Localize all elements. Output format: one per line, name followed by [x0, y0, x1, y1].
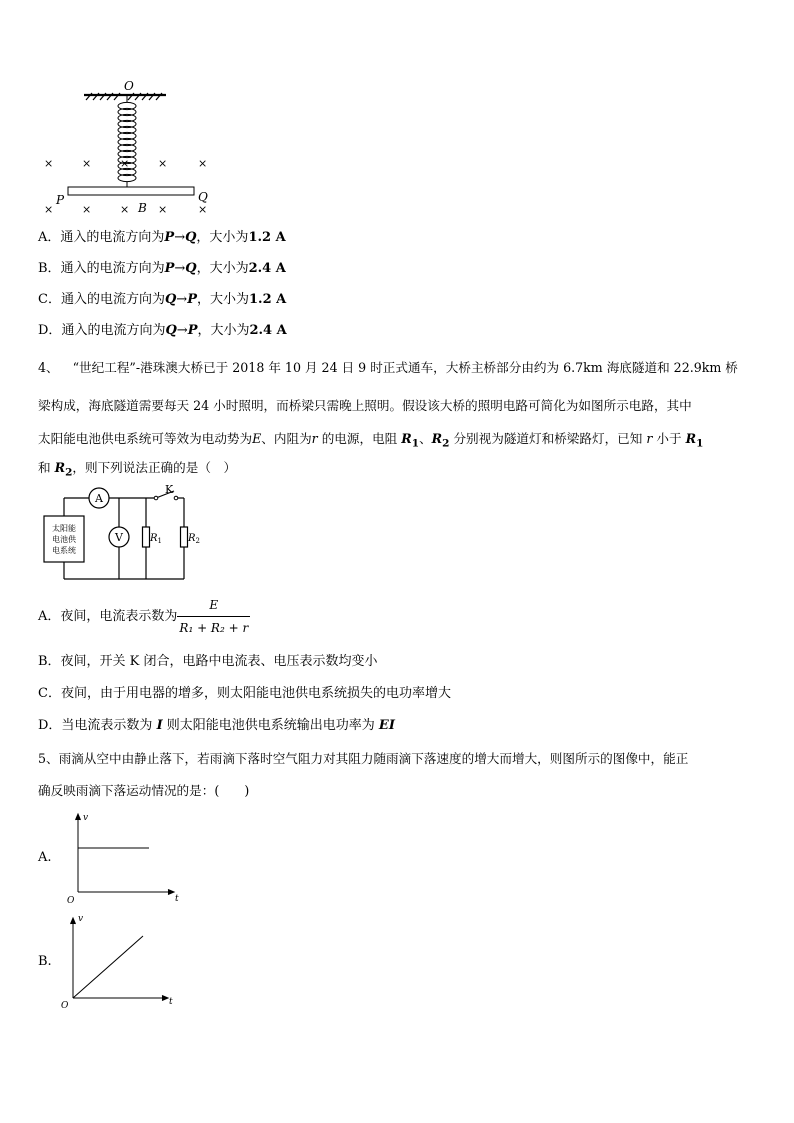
vt-graph-a: [62, 810, 187, 905]
point-p-label: P: [56, 193, 65, 207]
q3-option-a: A．通入的电流方向为P→Q，大小为1.2 A: [38, 230, 286, 245]
spring-rod-figure: [38, 78, 228, 218]
point-q-label: Q: [198, 190, 208, 204]
r1-label: $R_1$: [150, 533, 162, 545]
svg-text:×: ×: [158, 157, 168, 170]
q5-stem-line-1: 5、雨滴从空中由静止落下，若雨滴下落时空气阻力对其阻力随雨滴下落速度的增大而增大，则图所示的图像中，能正: [38, 751, 689, 766]
q4-option-b: B．夜间，开关 K 闭合，电路中电流表、电压表示数均变小: [38, 654, 378, 669]
svg-text:×: ×: [198, 157, 208, 170]
ammeter-label: A: [95, 492, 103, 505]
spring-coil: [118, 95, 136, 188]
q3-option-b: B．通入的电流方向为P→Q，大小为2.4 A: [38, 261, 286, 276]
q5-option-b-label: B.: [38, 954, 52, 969]
svg-text:×: ×: [82, 157, 92, 170]
q3-option-c: C．通入的电流方向为Q→P，大小为1.2 A: [38, 292, 287, 307]
q4-stem-line-4: 和 $R_2$，则下列说法正确的是（ ）: [38, 460, 237, 479]
svg-text:O: O: [61, 1001, 69, 1010]
point-o-label: O: [124, 79, 134, 93]
q4-option-c: C．夜间，由于用电器的增多，则太阳能电池供电系统损失的电功率增大: [38, 686, 451, 701]
svg-text:×: ×: [198, 203, 208, 216]
svg-text:×: ×: [158, 203, 168, 216]
q5-stem-line-2: 确反映雨滴下落运动情况的是：( ): [38, 783, 250, 798]
svg-text:×: ×: [82, 203, 92, 216]
q4-option-d: D．当电流表示数为 I 则太阳能电池供电系统输出电功率为 EI: [38, 718, 395, 733]
source-label-2: 电池供: [52, 535, 76, 544]
q3-option-d: D．通入的电流方向为Q→P，大小为2.4 A: [38, 323, 287, 338]
q4-stem-line-3: 太阳能电池供电系统可等效为电动势为E、内阻为r 的电源，电阻 $R_1$、$R_2$ 分别视为隧道灯和桥梁路灯，已知 r 小于 $R_1$: [38, 431, 704, 450]
source-label-1: 太阳能: [52, 524, 76, 533]
r2-label: $R_2$: [188, 533, 200, 545]
svg-text:×: ×: [120, 157, 130, 170]
svg-text:v: v: [78, 914, 84, 924]
field-b-label: B: [138, 201, 147, 215]
voltmeter-label: V: [115, 531, 123, 544]
q4-option-a: A．夜间，电流表示数为 $\frac{E}{\text{R₁ + R₂ + r}}$: [38, 598, 249, 635]
q5-option-a-label: A.: [38, 850, 52, 865]
svg-text:v: v: [83, 813, 89, 823]
source-label-3: 电系统: [52, 546, 76, 555]
switch-label: K: [165, 483, 174, 496]
svg-text:×: ×: [120, 203, 130, 216]
svg-text:×: ×: [44, 203, 54, 216]
circuit-diagram: [38, 482, 208, 587]
svg-text:O: O: [67, 896, 75, 905]
q4-stem-line-1: 4、 “世纪工程”-港珠澳大桥已于 2018 年 10 月 24 日 9 时正式通车，大桥主桥部分由约为 6.7km 海底隧道和 22.9km 桥: [38, 360, 738, 375]
metal-rod: [68, 187, 194, 195]
q4-stem-line-2: 梁构成，海底隧道需要每天 24 小时照明，而桥梁只需晚上照明。假设该大桥的照明电路可简化为如图所示电路，其中: [38, 398, 692, 413]
svg-text:×: ×: [44, 157, 54, 170]
svg-text:t: t: [169, 997, 173, 1007]
fraction: $\frac{E}{\text{R₁ + R₂ + r}}$: [179, 598, 249, 635]
svg-text:t: t: [175, 894, 179, 904]
graph-b-line: [73, 936, 143, 998]
vt-graph-b: [58, 910, 183, 1010]
